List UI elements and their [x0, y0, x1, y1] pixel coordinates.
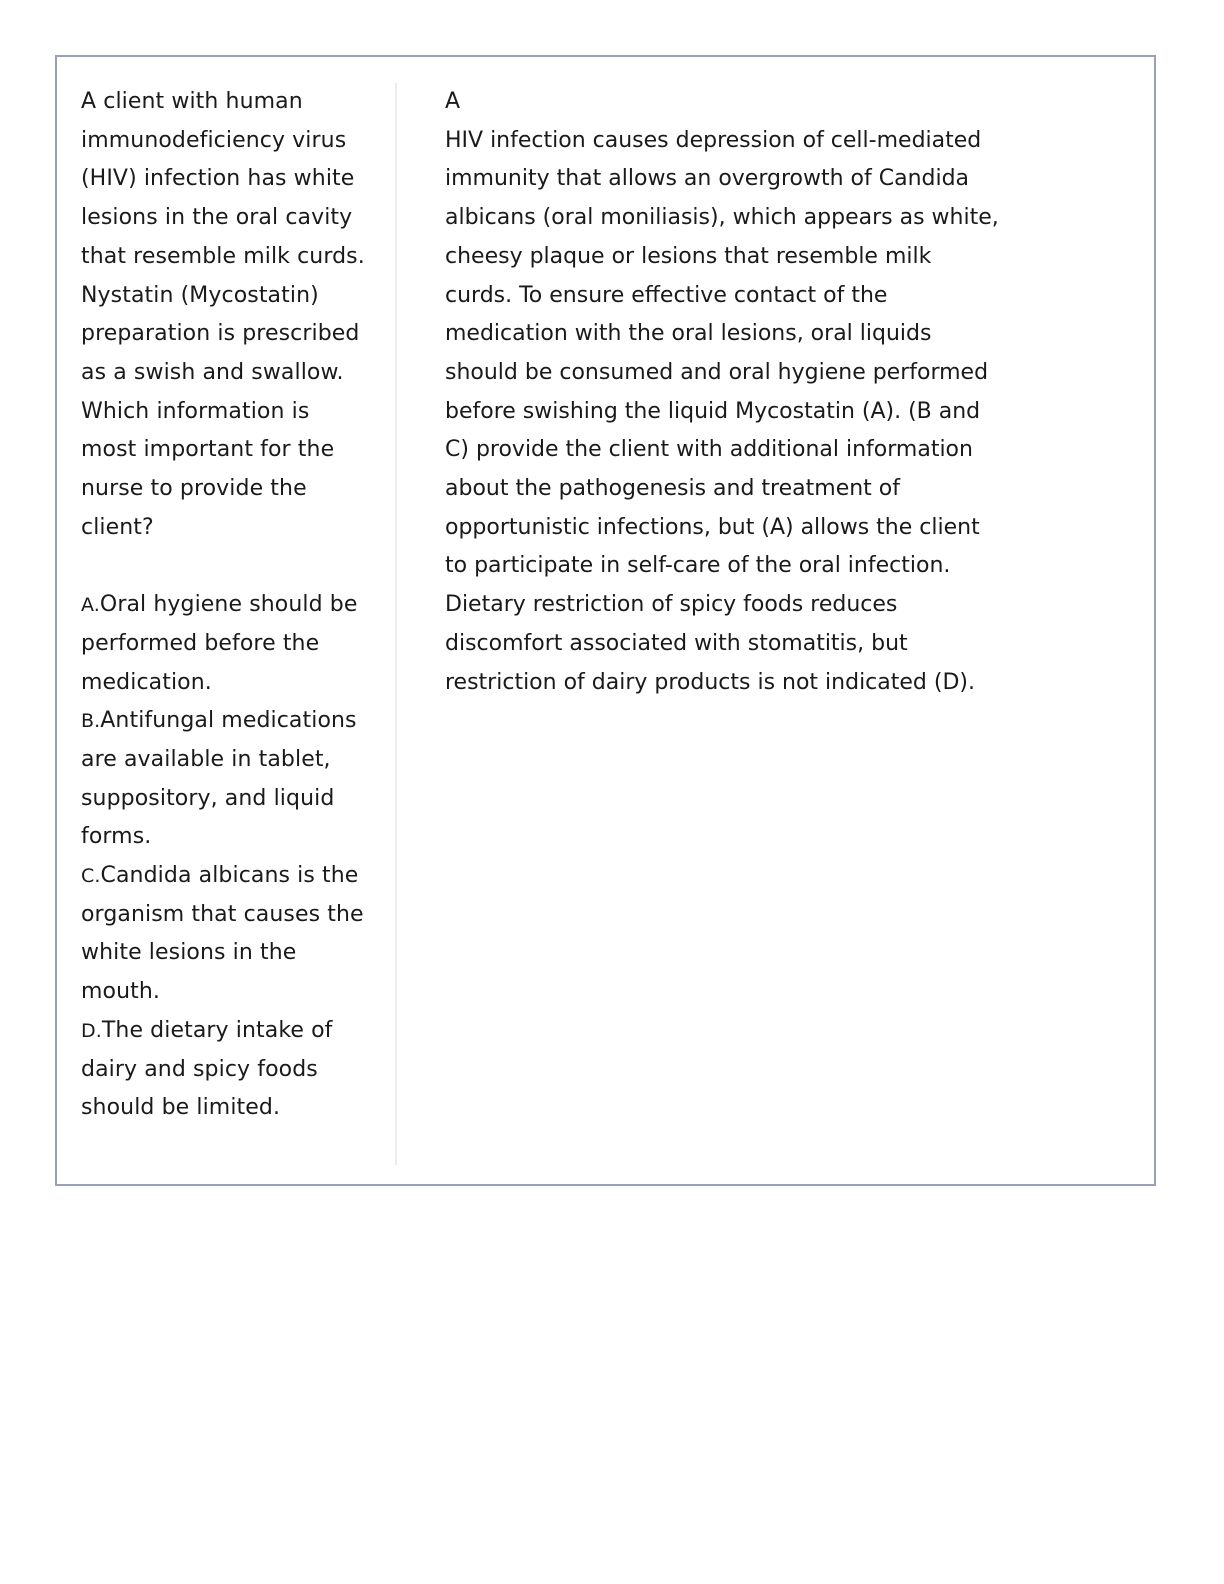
option-c: [81, 857, 371, 1012]
option-a: [81, 586, 371, 702]
answer-rationale: HIV infection causes depression of cell-mediated immunity that allows an overgrowth of Candida albicans (oral moniliasis), which appears as white, cheesy plaque or lesions that resemble milk curds. To ensure effective contact of the medication with the oral lesions, oral liquids should be consumed and oral hygiene performed before swishing the liquid Mycostatin (A). (B and C) provide the client with additional information about the pathogenesis and treatment of opportunistic infections, but (A) allows the client to participate in self-care of the oral infection. Dietary restriction of spicy foods reduces discomfort associated with stomatitis, but restriction of dairy products is not indicated (D).: [445, 127, 999, 695]
question-column: [81, 83, 371, 1128]
option-d: [81, 1012, 371, 1128]
option-b-letter: B.: [81, 710, 101, 733]
answer-key: A: [445, 89, 461, 114]
option-b: [81, 702, 371, 857]
option-c-text: Candida albicans is the organism that causes the white lesions in the mouth.: [81, 863, 364, 1005]
option-a-letter: A.: [81, 594, 100, 617]
spacer: [81, 547, 371, 586]
option-c-letter: C.: [81, 865, 101, 888]
option-d-letter: D.: [81, 1019, 102, 1042]
flashcard: [55, 55, 1156, 1186]
option-a-text: Oral hygiene should be performed before the medication.: [81, 592, 358, 695]
option-d-text: The dietary intake of dairy and spicy foods should be limited.: [81, 1017, 333, 1121]
question-stem: A client with human immunodeficiency virus (HIV) infection has white lesions in the oral cavity that resemble milk curds. Nystatin (Mycostatin) preparation is prescribed as a swish and swallow. Which information is most important for the nurse to provide the client?: [81, 89, 365, 540]
column-divider: [395, 83, 397, 1165]
answer-column: [445, 83, 1005, 702]
option-b-text: Antifungal medications are available in tablet, suppository, and liquid forms.: [81, 708, 357, 850]
